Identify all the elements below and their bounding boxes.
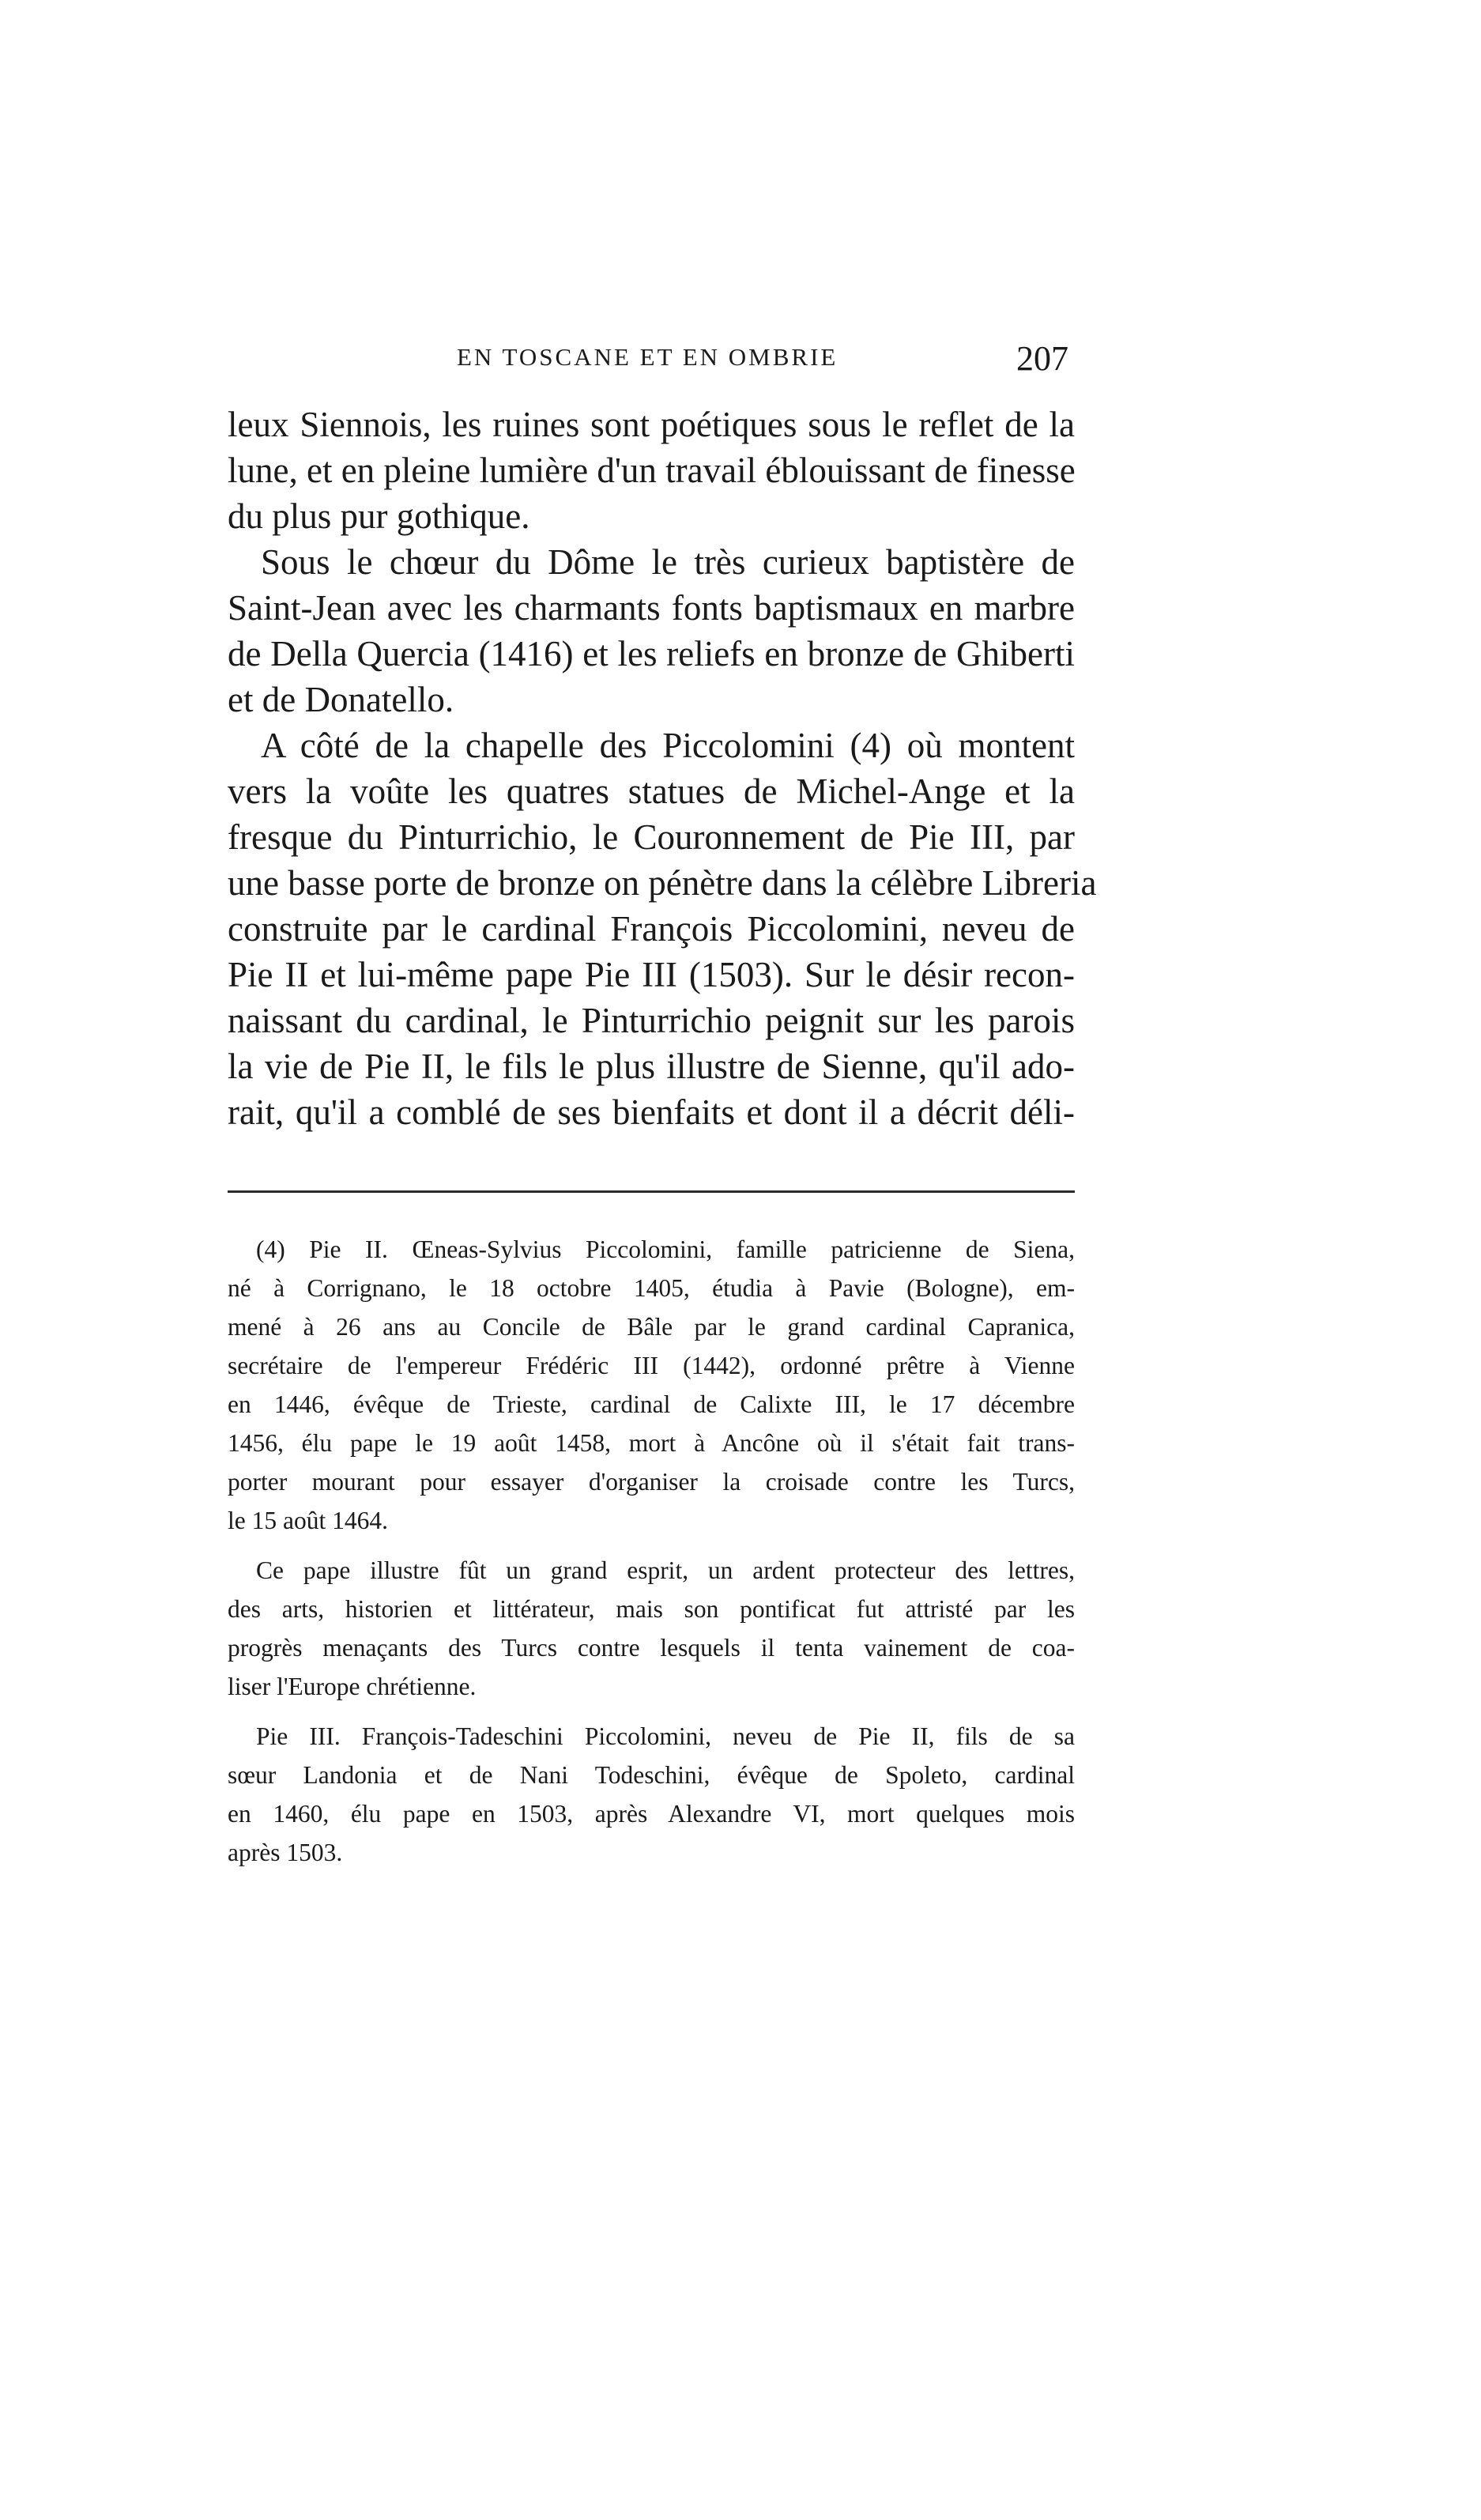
text-line: lune, et en pleine lumière d'un travail éblouissant de finesse — [228, 451, 1076, 490]
text-line: vers la voûte les quatres statues de Michel-Ange et la — [228, 771, 1075, 811]
text-line: la vie de Pie II, le fils le plus illustre de Sienne, qu'il ado- — [228, 1047, 1075, 1086]
footnote-divider — [228, 1190, 1075, 1193]
page-number: 207 — [1016, 339, 1068, 378]
text-line: A côté de la chapelle des Piccolomini (4) où montent — [261, 726, 1075, 765]
main-text — [228, 402, 1097, 1135]
footnote-line: Ce pape illustre fût un grand esprit, un ardent protecteur des lettres, — [256, 1556, 1075, 1584]
text-line: construite par le cardinal François Piccolomini, neveu de — [228, 909, 1075, 949]
footnote-line: mené à 26 ans au Concile de Bâle par le grand cardinal Capranica, — [228, 1313, 1075, 1341]
footnote-line: en 1460, élu pape en 1503, après Alexandre VI, mort quelques mois — [228, 1800, 1075, 1828]
text-line: Saint-Jean avec les charmants fonts baptismaux en marbre — [228, 588, 1075, 628]
running-header — [228, 338, 1075, 386]
footnote-paragraph — [228, 1551, 1075, 1706]
text-line: leux Siennois, les ruines sont poétiques sous le reflet de la — [228, 405, 1075, 444]
footnote-line: le 15 août 1464. — [228, 1507, 388, 1534]
footnote-line: des arts, historien et littérateur, mais son pontificat fut attristé par les — [228, 1595, 1075, 1623]
footnote-line: (4) Pie II. Œneas-Sylvius Piccolomini, famille patricienne de Siena, — [256, 1235, 1075, 1263]
footnotes — [228, 1230, 1075, 1883]
text-line: naissant du cardinal, le Pinturrichio peignit sur les parois — [228, 1001, 1075, 1040]
footnote-line: en 1446, évêque de Trieste, cardinal de Calixte III, le 17 décembre — [228, 1390, 1075, 1418]
footnote-line: né à Corrignano, le 18 octobre 1405, étudia à Pavie (Bologne), em- — [228, 1274, 1075, 1302]
text-line: Sous le chœur du Dôme le très curieux baptistère de — [261, 542, 1075, 582]
footnote-line: progrès menaçants des Turcs contre lesquels il tenta vainement de coa- — [228, 1634, 1075, 1662]
running-title: EN TOSCANE ET EN OMBRIE — [457, 343, 838, 371]
footnote-paragraph — [228, 1717, 1075, 1872]
footnote-line: liser l'Europe chrétienne. — [228, 1673, 477, 1700]
footnote-line: sœur Landonia et de Nani Todeschini, évêque de Spoleto, cardinal — [228, 1761, 1075, 1789]
text-line: et de Donatello. — [228, 680, 454, 719]
text-line: fresque du Pinturrichio, le Couronnement de Pie III, par — [228, 817, 1075, 857]
footnote-4 — [228, 1230, 1075, 1540]
text-line: rait, qu'il a comblé de ses bienfaits et dont il a décrit déli- — [228, 1092, 1075, 1132]
text-line: de Della Quercia (1416) et les reliefs en bronze de Ghiberti — [228, 634, 1075, 673]
footnote-line: secrétaire de l'empereur Frédéric III (1442), ordonné prêtre à Vienne — [228, 1352, 1075, 1379]
footnote-line: Pie III. François-Tadeschini Piccolomini, neveu de Pie II, fils de sa — [256, 1722, 1075, 1750]
text-line: une basse porte de bronze on pénètre dans la célèbre Libreria — [228, 863, 1097, 903]
footnote-line: après 1503. — [228, 1839, 343, 1866]
text-line: du plus pur gothique. — [228, 496, 530, 536]
footnote-line: 1456, élu pape le 19 août 1458, mort à Ancône où il s'était fait trans- — [228, 1429, 1075, 1457]
text-line: Pie II et lui-même pape Pie III (1503). Sur le désir recon- — [228, 955, 1075, 994]
footnote-line: porter mourant pour essayer d'organiser la croisade contre les Turcs, — [228, 1468, 1075, 1496]
